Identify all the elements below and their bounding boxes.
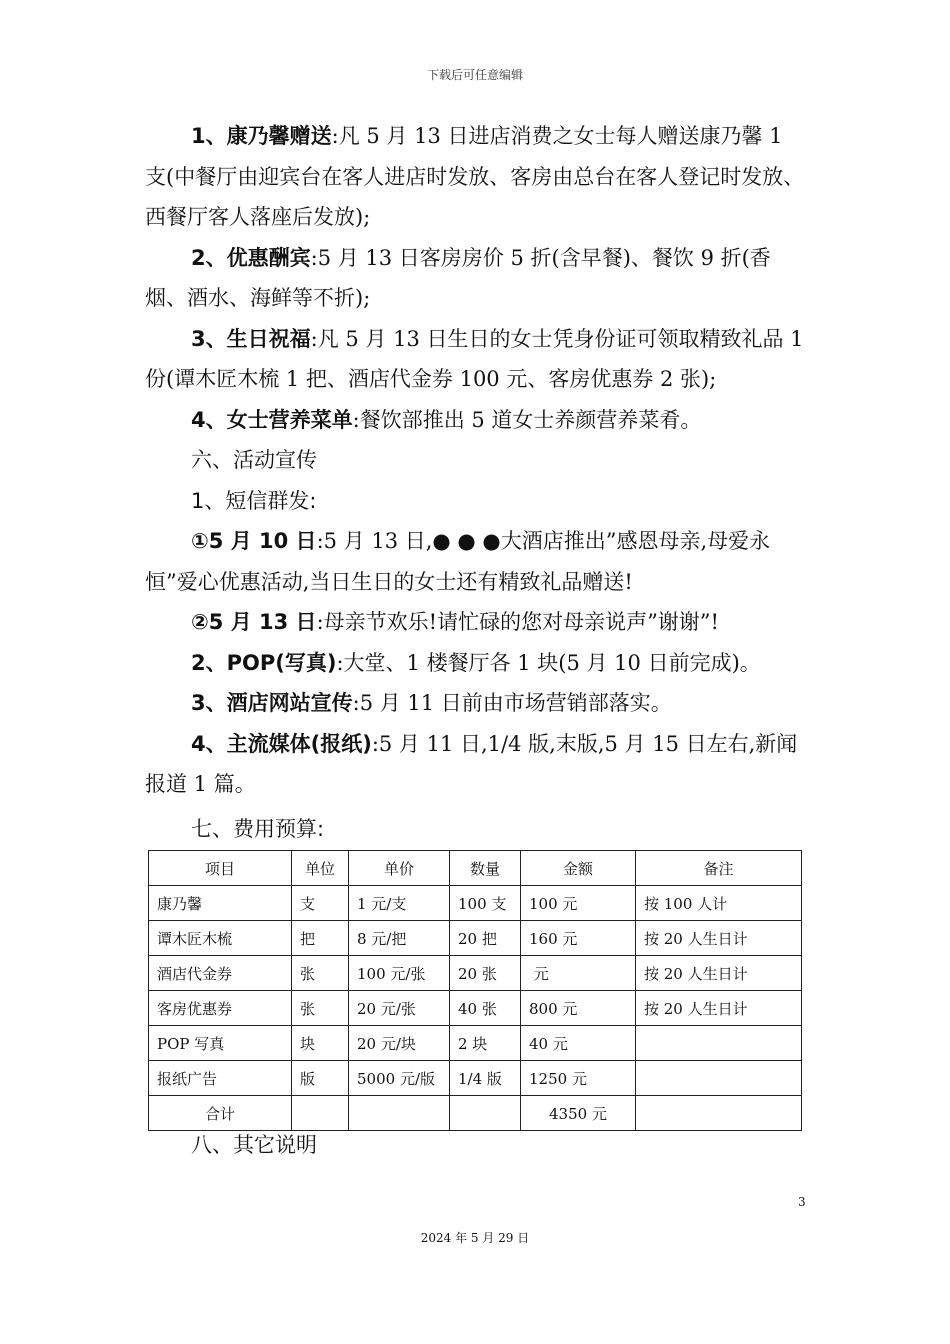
sms-2-text: :母亲节欢乐!请忙碌的您对母亲说声”谢谢”! [316,610,719,634]
cell [636,1061,802,1096]
page-number: 3 [798,1195,806,1209]
sms-message-1 [145,521,810,602]
item-birthday [145,319,810,400]
cell: 8 元/把 [349,921,450,956]
cell: 按 20 人生日计 [636,991,802,1026]
cell: 1250 元 [521,1061,636,1096]
budget-table [148,850,802,1131]
sms-message-2 [145,602,810,643]
cell: 5000 元/版 [349,1061,450,1096]
cell: 按 20 人生日计 [636,921,802,956]
table-row [149,886,802,921]
website-item [145,683,810,724]
section-8-title: 八、其它说明 [191,1133,317,1157]
cell: POP 写真 [149,1026,292,1061]
table-row [149,1061,802,1096]
cell: 1/4 版 [450,1061,521,1096]
total-amount: 4350 元 [521,1096,636,1131]
cell [349,1096,450,1131]
cell: 张 [292,991,349,1026]
header-amount: 金额 [521,851,636,886]
cell: 1 元/支 [349,886,450,921]
cell: 按 20 人生日计 [636,956,802,991]
cell: 元 [521,956,636,991]
item-carnation [145,116,810,238]
item-text: :5 月 13 日客房房价 5 折(含早餐)、餐饮 9 折(香烟、酒水、海鲜等不折); [145,245,771,310]
cell [636,1096,802,1131]
item-text: :餐饮部推出 5 道女士养颜营养菜肴。 [352,407,702,432]
cell: 160 元 [521,921,636,956]
media-text: :5 月 11 日,1/4 版,末版,5 月 15 日左右,新闻报道 1 篇。 [145,731,798,796]
table-row [149,956,802,991]
cell: 按 100 人计 [636,886,802,921]
sms-2-label: ②5 月 13 日 [191,610,317,634]
cell: 40 张 [450,991,521,1026]
sms-1-label: ①5 月 10 日 [191,529,317,553]
item-text: :凡 5 月 13 日生日的女士凭身份证可领取精致礼品 1 份(谭木匠木梳 1 把、酒店代金券 100 元、客房优惠券 2 张); [145,326,804,391]
sms-1-text: :5 月 13 日,● ● ●大酒店推出”感恩母亲,母爱永恒”爱心优惠活动,当日生日的女士还有精致礼品赠送! [145,529,771,594]
media-label: 4、主流媒体(报纸) [191,731,372,756]
cell: 20 张 [450,956,521,991]
website-text: :5 月 11 日前由市场营销部落实。 [352,691,672,715]
pop-item [145,643,810,684]
pop-text: :大堂、1 楼餐厅各 1 块(5 月 10 日前完成)。 [336,650,761,675]
page-footer-date: 2024 年 5 月 29 日 [420,1231,530,1245]
total-label: 合计 [149,1096,292,1131]
item-label: 4、女士营养菜单 [191,407,353,432]
document-body [145,116,810,849]
cell: 2 块 [450,1026,521,1061]
cell [450,1096,521,1131]
cell: 谭木匠木梳 [149,921,292,956]
header-price: 单价 [349,851,450,886]
cell: 报纸广告 [149,1061,292,1096]
cell: 100 元/张 [349,956,450,991]
table-header-row [149,851,802,886]
cell: 100 支 [450,886,521,921]
cell: 酒店代金券 [149,956,292,991]
cell: 张 [292,956,349,991]
media-item [145,724,810,805]
cell: 块 [292,1026,349,1061]
table-row [149,1026,802,1061]
section-6-title: 六、活动宣传 [191,448,317,472]
cell: 把 [292,921,349,956]
cell: 康乃馨 [149,886,292,921]
header-quantity: 数量 [450,851,521,886]
cell: 版 [292,1061,349,1096]
section-7-title: 七、费用预算: [191,816,325,841]
cell: 800 元 [521,991,636,1026]
cell: 40 元 [521,1026,636,1061]
pop-label: 2、POP(写真) [191,650,337,675]
item-label: 1、康乃馨赠送 [191,124,332,148]
header-note: 备注 [636,851,802,886]
item-menu [145,400,810,441]
table-row [149,921,802,956]
item-label: 2、优惠酬宾 [191,245,311,270]
item-discount [145,238,810,319]
item-label: 3、生日祝福 [191,326,311,351]
website-label: 3、酒店网站宣传 [191,691,353,715]
cell: 支 [292,886,349,921]
header-unit: 单位 [292,851,349,886]
cell: 20 把 [450,921,521,956]
cell: 100 元 [521,886,636,921]
cell: 20 元/块 [349,1026,450,1061]
page-header: 下载后可任意编辑 [426,68,523,82]
cell: 20 元/张 [349,991,450,1026]
cell [636,1026,802,1061]
header-item: 项目 [149,851,292,886]
item-text: :凡 5 月 13 日进店消费之女士每人赠送康乃馨 1 支(中餐厅由迎宾台在客人进店时发放、客房由总台在客人登记时发放、西餐厅客人落座后发放); [145,124,805,229]
table-row [149,991,802,1026]
sms-title: 1、短信群发: [191,488,317,513]
cell: 客房优惠券 [149,991,292,1026]
